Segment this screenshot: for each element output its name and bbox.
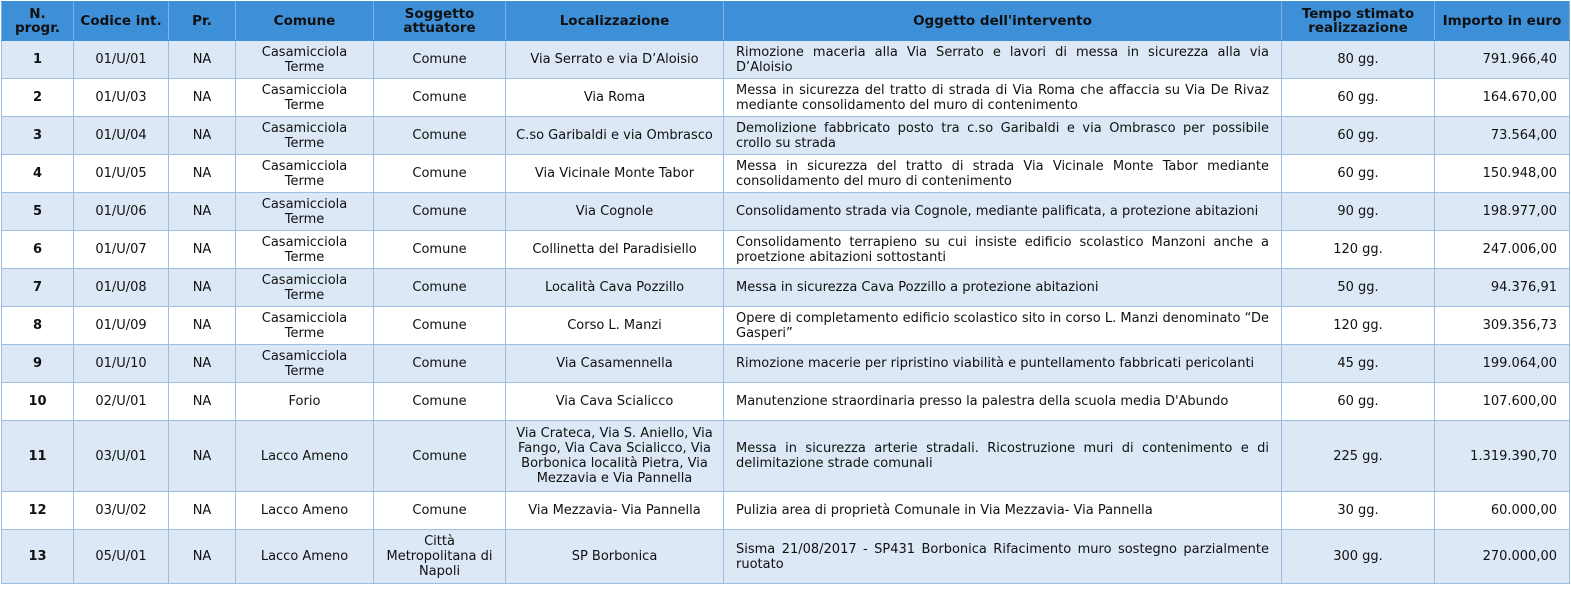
cell-n: 9: [2, 345, 74, 383]
cell-codice: 01/U/01: [74, 41, 169, 79]
cell-oggetto: Sisma 21/08/2017 - SP431 Borbonica Rifacimento muro sostegno parzialmente ruotato: [724, 530, 1282, 584]
cell-oggetto: Pulizia area di proprietà Comunale in Via Mezzavia- Via Pannella: [724, 492, 1282, 530]
cell-codice: 01/U/05: [74, 155, 169, 193]
cell-oggetto: Manutenzione straordinaria presso la palestra della scuola media D'Abundo: [724, 383, 1282, 421]
cell-n: 12: [2, 492, 74, 530]
header-n-progr: N. progr.: [2, 2, 74, 41]
cell-importo: 199.064,00: [1435, 345, 1570, 383]
cell-importo: 1.319.390,70: [1435, 421, 1570, 492]
cell-n: 7: [2, 269, 74, 307]
cell-tempo: 225 gg.: [1282, 421, 1435, 492]
cell-soggetto: Comune: [374, 231, 506, 269]
cell-soggetto: Comune: [374, 269, 506, 307]
header-localizzazione: Localizzazione: [506, 2, 724, 41]
table-row: [2, 530, 1570, 584]
cell-soggetto: Comune: [374, 155, 506, 193]
cell-localizzazione: Località Cava Pozzillo: [506, 269, 724, 307]
cell-importo: 270.000,00: [1435, 530, 1570, 584]
cell-codice: 05/U/01: [74, 530, 169, 584]
cell-n: 1: [2, 41, 74, 79]
header-tempo: Tempo stimato realizzazione: [1282, 2, 1435, 41]
cell-pr: NA: [169, 421, 236, 492]
cell-codice: 01/U/09: [74, 307, 169, 345]
table-row: [2, 421, 1570, 492]
header-pr: Pr.: [169, 2, 236, 41]
cell-tempo: 120 gg.: [1282, 231, 1435, 269]
cell-pr: NA: [169, 345, 236, 383]
cell-importo: 164.670,00: [1435, 79, 1570, 117]
cell-localizzazione: Via Cava Scialicco: [506, 383, 724, 421]
cell-comune: Lacco Ameno: [236, 492, 374, 530]
cell-tempo: 60 gg.: [1282, 155, 1435, 193]
cell-tempo: 80 gg.: [1282, 41, 1435, 79]
cell-pr: NA: [169, 269, 236, 307]
cell-soggetto: Comune: [374, 492, 506, 530]
header-oggetto: Oggetto dell'intervento: [724, 2, 1282, 41]
cell-codice: 01/U/04: [74, 117, 169, 155]
cell-soggetto: Comune: [374, 117, 506, 155]
cell-localizzazione: Via Vicinale Monte Tabor: [506, 155, 724, 193]
table-row: [2, 231, 1570, 269]
table-row: [2, 269, 1570, 307]
cell-importo: 60.000,00: [1435, 492, 1570, 530]
cell-oggetto: Rimozione macerie per ripristino viabilità e puntellamento fabbricati pericolanti: [724, 345, 1282, 383]
cell-soggetto: Città Metropolitana di Napoli: [374, 530, 506, 584]
cell-localizzazione: Via Serrato e via D’Aloisio: [506, 41, 724, 79]
cell-localizzazione: Via Casamennella: [506, 345, 724, 383]
cell-comune: Casamicciola Terme: [236, 345, 374, 383]
cell-oggetto: Messa in sicurezza Cava Pozzillo a protezione abitazioni: [724, 269, 1282, 307]
cell-comune: Casamicciola Terme: [236, 117, 374, 155]
header-importo: Importo in euro: [1435, 2, 1570, 41]
cell-codice: 01/U/08: [74, 269, 169, 307]
cell-localizzazione: Via Roma: [506, 79, 724, 117]
cell-comune: Casamicciola Terme: [236, 193, 374, 231]
table-header: [2, 2, 1570, 41]
cell-pr: NA: [169, 41, 236, 79]
cell-importo: 73.564,00: [1435, 117, 1570, 155]
cell-tempo: 300 gg.: [1282, 530, 1435, 584]
cell-comune: Casamicciola Terme: [236, 79, 374, 117]
cell-comune: Casamicciola Terme: [236, 307, 374, 345]
cell-comune: Lacco Ameno: [236, 421, 374, 492]
cell-n: 5: [2, 193, 74, 231]
cell-n: 4: [2, 155, 74, 193]
cell-pr: NA: [169, 307, 236, 345]
cell-tempo: 45 gg.: [1282, 345, 1435, 383]
cell-localizzazione: Via Crateca, Via S. Aniello, Via Fango, Via Cava Scialicco, Via Borbonica località Pietra, Via Mezzavia e Via Pannella: [506, 421, 724, 492]
cell-n: 6: [2, 231, 74, 269]
cell-pr: NA: [169, 530, 236, 584]
interventions-table: [1, 1, 1570, 584]
table-row: [2, 492, 1570, 530]
cell-soggetto: Comune: [374, 79, 506, 117]
cell-soggetto: Comune: [374, 345, 506, 383]
cell-localizzazione: Via Mezzavia- Via Pannella: [506, 492, 724, 530]
cell-importo: 309.356,73: [1435, 307, 1570, 345]
cell-oggetto: Messa in sicurezza del tratto di strada di Via Roma che affaccia su Via De Rivaz mediante consolidamento del muro di contenimento: [724, 79, 1282, 117]
cell-n: 3: [2, 117, 74, 155]
cell-oggetto: Opere di completamento edificio scolastico sito in corso L. Manzi denominato “De Gasperi”: [724, 307, 1282, 345]
cell-localizzazione: Collinetta del Paradisiello: [506, 231, 724, 269]
cell-tempo: 60 gg.: [1282, 383, 1435, 421]
cell-tempo: 90 gg.: [1282, 193, 1435, 231]
cell-soggetto: Comune: [374, 383, 506, 421]
cell-importo: 150.948,00: [1435, 155, 1570, 193]
cell-tempo: 60 gg.: [1282, 79, 1435, 117]
cell-oggetto: Demolizione fabbricato posto tra c.so Garibaldi e via Ombrasco per possibile crollo su strada: [724, 117, 1282, 155]
cell-soggetto: Comune: [374, 307, 506, 345]
cell-comune: Casamicciola Terme: [236, 41, 374, 79]
cell-importo: 791.966,40: [1435, 41, 1570, 79]
cell-codice: 03/U/01: [74, 421, 169, 492]
cell-oggetto: Messa in sicurezza del tratto di strada Via Vicinale Monte Tabor mediante consolidamento del muro di contenimento: [724, 155, 1282, 193]
cell-comune: Lacco Ameno: [236, 530, 374, 584]
cell-tempo: 60 gg.: [1282, 117, 1435, 155]
cell-oggetto: Rimozione maceria alla Via Serrato e lavori di messa in sicurezza alla via D’Aloisio: [724, 41, 1282, 79]
cell-soggetto: Comune: [374, 421, 506, 492]
cell-comune: Casamicciola Terme: [236, 269, 374, 307]
cell-tempo: 50 gg.: [1282, 269, 1435, 307]
header-comune: Comune: [236, 2, 374, 41]
header-soggetto: Soggetto attuatore: [374, 2, 506, 41]
table-row: [2, 383, 1570, 421]
cell-oggetto: Consolidamento terrapieno su cui insiste edificio scolastico Manzoni anche a proetzione abitazioni sottostanti: [724, 231, 1282, 269]
cell-pr: NA: [169, 193, 236, 231]
cell-codice: 03/U/02: [74, 492, 169, 530]
cell-n: 11: [2, 421, 74, 492]
cell-codice: 01/U/03: [74, 79, 169, 117]
table-row: [2, 307, 1570, 345]
header-codice: Codice int.: [74, 2, 169, 41]
cell-soggetto: Comune: [374, 193, 506, 231]
cell-pr: NA: [169, 79, 236, 117]
cell-pr: NA: [169, 231, 236, 269]
cell-importo: 198.977,00: [1435, 193, 1570, 231]
interventions-table-wrapper: [1, 1, 1569, 584]
cell-tempo: 30 gg.: [1282, 492, 1435, 530]
table-row: [2, 345, 1570, 383]
cell-codice: 01/U/10: [74, 345, 169, 383]
cell-n: 13: [2, 530, 74, 584]
cell-n: 2: [2, 79, 74, 117]
cell-n: 10: [2, 383, 74, 421]
cell-localizzazione: Corso L. Manzi: [506, 307, 724, 345]
table-body: [2, 41, 1570, 584]
cell-localizzazione: SP Borbonica: [506, 530, 724, 584]
cell-localizzazione: Via Cognole: [506, 193, 724, 231]
cell-oggetto: Consolidamento strada via Cognole, mediante palificata, a protezione abitazioni: [724, 193, 1282, 231]
cell-comune: Forio: [236, 383, 374, 421]
cell-tempo: 120 gg.: [1282, 307, 1435, 345]
table-row: [2, 155, 1570, 193]
cell-comune: Casamicciola Terme: [236, 231, 374, 269]
cell-codice: 01/U/06: [74, 193, 169, 231]
cell-oggetto: Messa in sicurezza arterie stradali. Ricostruzione muri di contenimento e di delimitazione strade comunali: [724, 421, 1282, 492]
cell-comune: Casamicciola Terme: [236, 155, 374, 193]
cell-pr: NA: [169, 383, 236, 421]
table-row: [2, 79, 1570, 117]
table-row: [2, 41, 1570, 79]
cell-importo: 247.006,00: [1435, 231, 1570, 269]
table-row: [2, 193, 1570, 231]
cell-pr: NA: [169, 492, 236, 530]
header-row: [2, 2, 1570, 41]
cell-pr: NA: [169, 117, 236, 155]
cell-importo: 107.600,00: [1435, 383, 1570, 421]
cell-localizzazione: C.so Garibaldi e via Ombrasco: [506, 117, 724, 155]
cell-importo: 94.376,91: [1435, 269, 1570, 307]
cell-soggetto: Comune: [374, 41, 506, 79]
cell-codice: 02/U/01: [74, 383, 169, 421]
table-row: [2, 117, 1570, 155]
cell-n: 8: [2, 307, 74, 345]
cell-codice: 01/U/07: [74, 231, 169, 269]
cell-pr: NA: [169, 155, 236, 193]
